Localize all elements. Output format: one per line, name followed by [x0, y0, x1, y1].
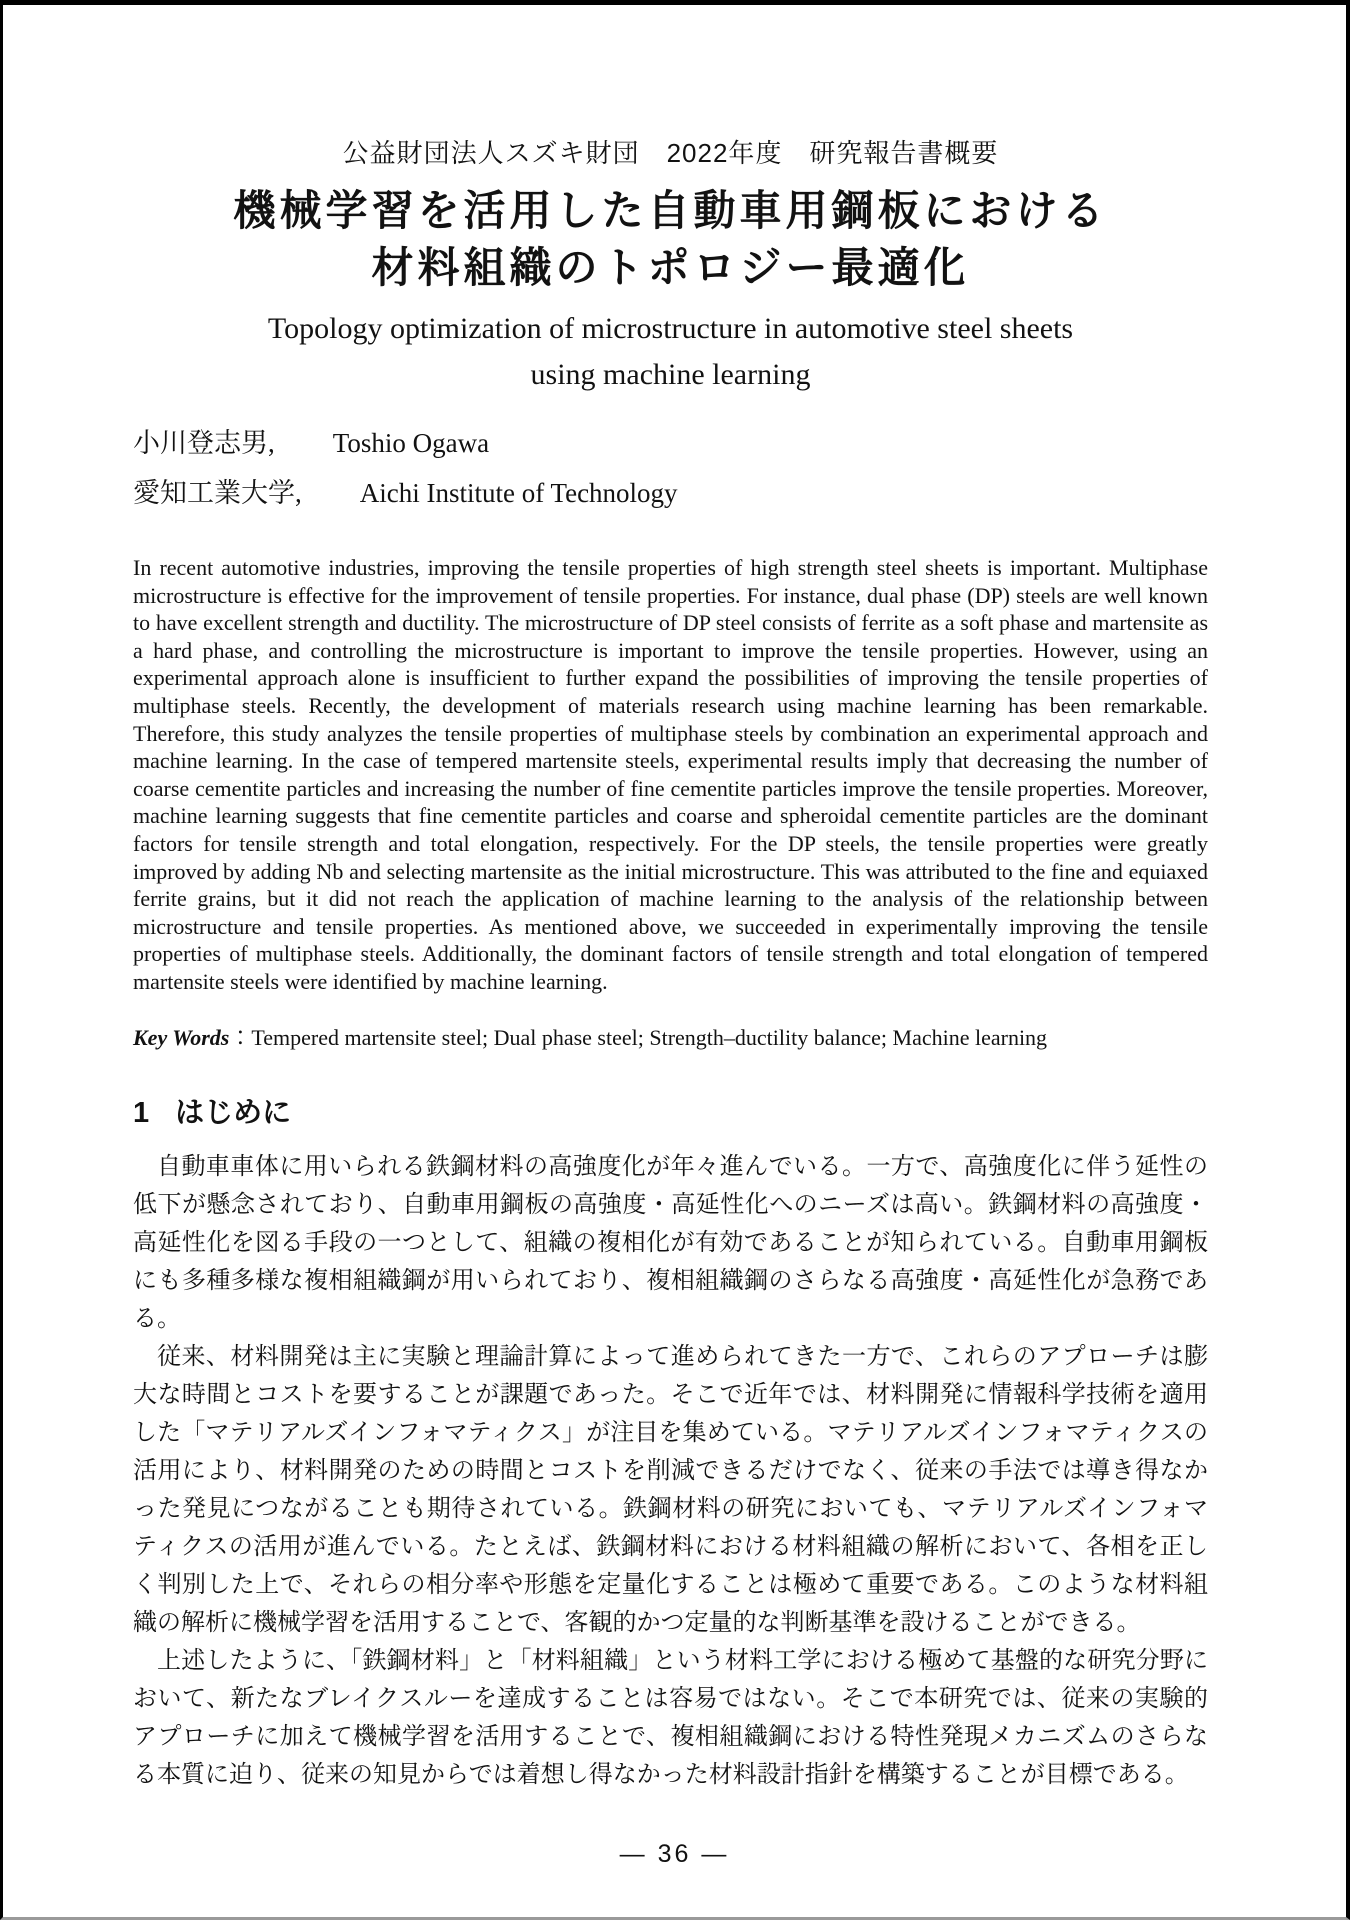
keywords-line: [133, 1024, 1208, 1052]
section-1-title: はじめに: [175, 1096, 292, 1129]
keywords-separator: ：: [229, 1024, 252, 1050]
section-1-heading: [133, 1096, 1208, 1130]
affiliation-en: Aichi Institute of Technology: [359, 478, 678, 508]
affiliation-jp: 愛知工業大学,: [133, 478, 302, 508]
title-english-line2: using machine learning: [530, 358, 811, 391]
author-name-jp: 小川登志男,: [133, 428, 275, 458]
author-affiliation-row: [133, 476, 1208, 510]
abstract-paragraph: In recent automotive industries, improving the tensile properties of high strength steel sheets is important. Multiphase microstructure is effective for the improvement of tensile properties. For instance, dual phase (DP) steels are well known to have excellent strength and ductility. The microstructure of DP steel consists of ferrite as a soft phase and martensite as a hard phase, and controlling the microstructure is important to improve the tensile properties. However, using an experimental approach alone is insufficient to further expand the possibilities of improving the tensile properties of multiphase steels. Recently, the development of materials research using machine learning has been remarkable. Therefore, this study analyzes the tensile properties of multiphase steels by combination an experimental approach and machine learning. In the case of tempered martensite steels, experimental results imply that decreasing the number of coarse cementite particles and increasing the number of fine cementite particles improve the tensile properties. Moreover, machine learning suggests that fine cementite particles and coarse and spheroidal cementite particles are the dominant factors for tensile strength and total elongation, respectively. For the DP steels, the tensile properties were greatly improved by adding Nb and selecting martensite as the initial microstructure. This was attributed to the fine and equiaxed ferrite grains, but it did not reach the application of machine learning to the analysis of the relationship between microstructure and tensile properties. As mentioned above, we succeeded in experimentally improving the tensile properties of multiphase steels. Additionally, the dominant factors of tensile strength and total elongation of tempered martensite steels were identified by machine learning.: [133, 555, 1208, 994]
title-english-line1: Topology optimization of microstructure in automotive steel sheets: [267, 312, 1074, 345]
keywords-text: Tempered martensite steel; Dual phase steel; Strength–ductility balance; Machine learning: [251, 1024, 1048, 1050]
section-1-body: [133, 1148, 1208, 1794]
page-content: [3, 133, 1346, 1794]
title-english: [133, 306, 1208, 398]
author-block: [133, 426, 1208, 510]
section-1-number: 1: [133, 1096, 150, 1129]
page-number: — 36 —: [619, 1840, 730, 1868]
body-paragraph-1: 自動車車体に用いられる鉄鋼材料の高強度化が年々進んでいる。一方で、高強度化に伴う延性の低下が懸念されており、自動車用鋼板の高強度・高延性化へのニーズは高い。鉄鋼材料の高強度・高延性化を図る手段の一つとして、組織の複相化が有効であることが知られている。自動車用鋼板にも多種多様な複相組織鋼が用いられており、複相組織鋼のさらなる高強度・高延性化が急務である。: [133, 1153, 1208, 1332]
title-japanese-line2: 材料組織のトポロジー最適化: [371, 244, 970, 291]
report-series-header: 公益財団法人スズキ財団 2022年度 研究報告書概要: [342, 138, 999, 168]
title-japanese: [133, 182, 1208, 296]
author-name-en: Toshio Ogawa: [332, 428, 490, 458]
body-paragraph-3: 上述したように、「鉄鋼材料」と「材料組織」という材料工学における極めて基盤的な研究分野において、新たなブレイクスルーを達成することは容易ではない。そこで本研究では、従来の実験的アプローチに加えて機械学習を活用することで、複相組織鋼における特性発現メカニズムのさらなる本質に迫り、従来の知見からでは着想し得なかった材料設計指針を構築することが目標である。: [133, 1647, 1208, 1788]
author-name-row: [133, 426, 1208, 460]
body-paragraph-2: 従来、材料開発は主に実験と理論計算によって進められてきた一方で、これらのアプローチは膨大な時間とコストを要することが課題であった。そこで近年では、材料開発に情報科学技術を適用した「マテリアルズインフォマティクス」が注目を集めている。マテリアルズインフォマティクスの活用により、材料開発のための時間とコストを削減できるだけでなく、従来の手法では導き得なかった発見につながることも期待されている。鉄鋼材料の研究においても、マテリアルズインフォマティクスの活用が進んでいる。たとえば、鉄鋼材料における材料組織の解析において、各相を正しく判別した上で、それらの相分率や形態を定量化することは極めて重要である。このような材料組織の解析に機械学習を活用することで、客観的かつ定量的な判断基準を設けることができる。: [133, 1343, 1208, 1636]
title-japanese-line1: 機械学習を活用した自動車用鋼板における: [233, 187, 1108, 234]
keywords-label: Key Words: [133, 1024, 230, 1050]
